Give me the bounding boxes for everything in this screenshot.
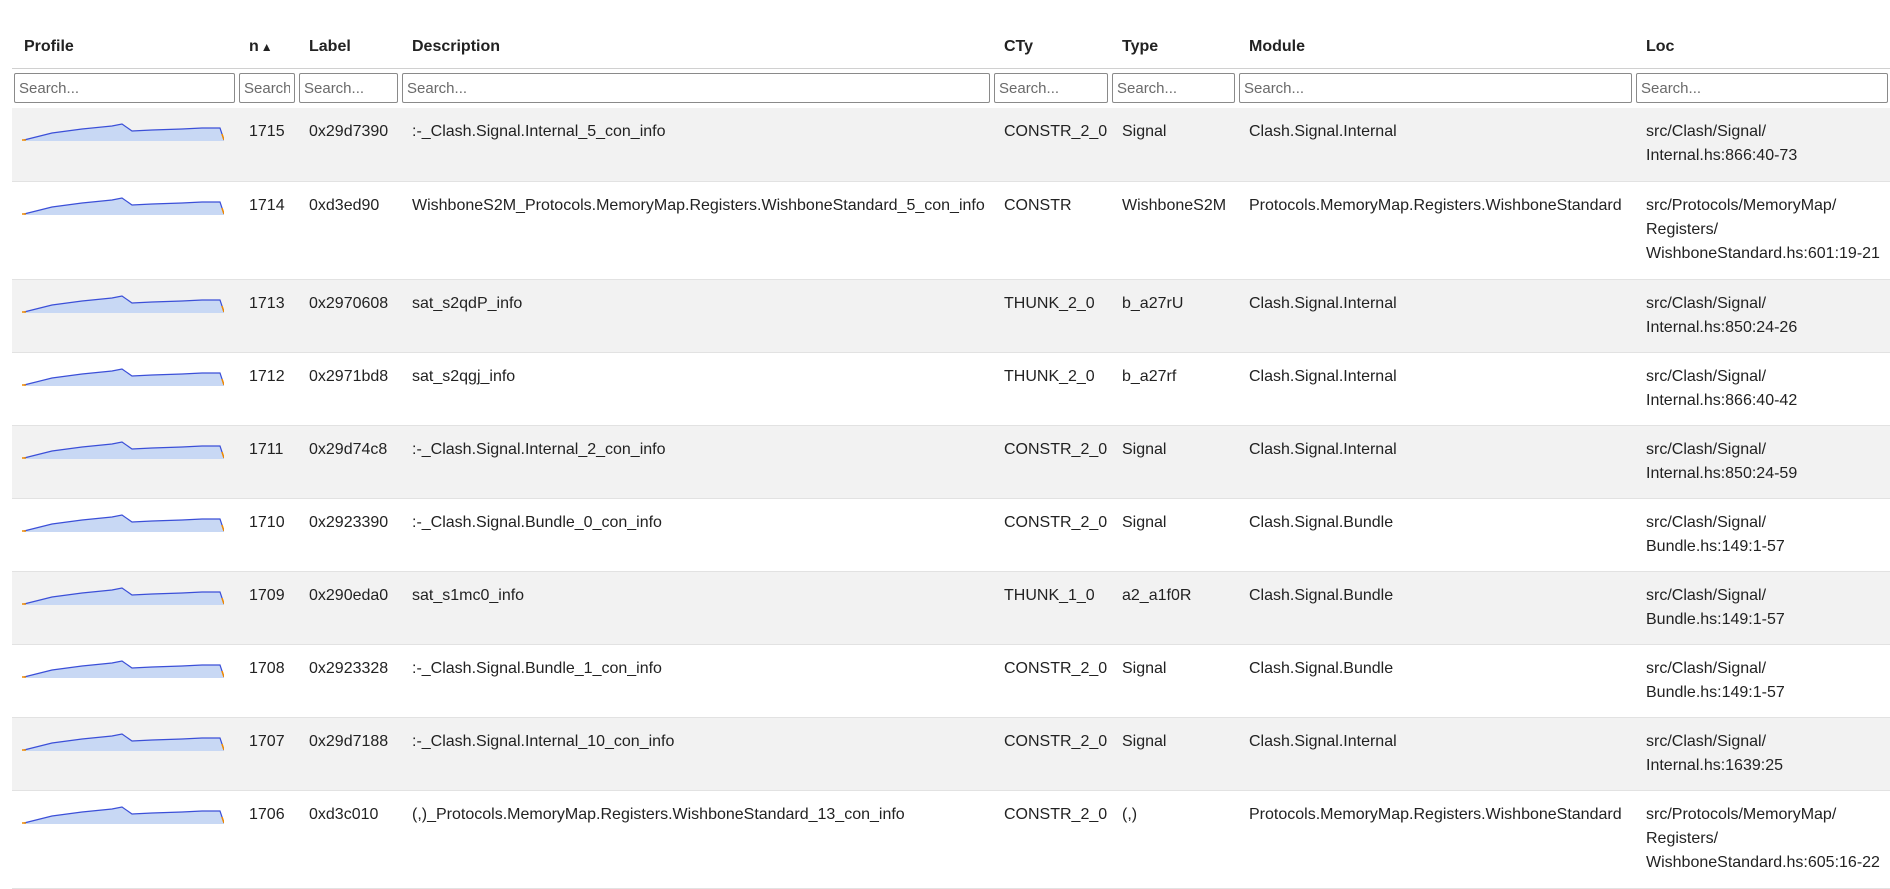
info-table-view	[12, 26, 1890, 889]
column-header-profile[interactable]	[12, 26, 237, 68]
loc-line: Bundle.hs:149:1-57	[1646, 610, 1785, 628]
cell-module: Clash.Signal.Bundle	[1237, 571, 1634, 644]
header-row	[12, 26, 1890, 68]
loc-line: WishboneStandard.hs:605:16-22	[1646, 853, 1880, 871]
loc-line: Bundle.hs:149:1-57	[1646, 537, 1785, 555]
search-input-type[interactable]	[1112, 73, 1235, 103]
cell-label: 0x2971bd8	[297, 352, 400, 425]
filter-cell-loc	[1634, 68, 1890, 108]
column-header-n[interactable]	[237, 26, 297, 68]
loc-line: src/Clash/Signal/	[1646, 294, 1767, 312]
cell-n: 1709	[237, 571, 297, 644]
profile-cell	[12, 425, 237, 498]
table-row[interactable]	[12, 498, 1890, 571]
loc-line: src/Clash/Signal/	[1646, 367, 1767, 385]
profile-sparkline[interactable]	[22, 436, 224, 462]
cell-type: Signal	[1110, 717, 1237, 790]
cell-loc	[1634, 181, 1890, 279]
cell-label: 0x2923328	[297, 644, 400, 717]
profile-sparkline[interactable]	[22, 118, 224, 144]
table-row[interactable]	[12, 279, 1890, 352]
profile-sparkline[interactable]	[22, 192, 224, 218]
cell-loc	[1634, 644, 1890, 717]
column-header-module[interactable]	[1237, 26, 1634, 68]
cell-loc	[1634, 425, 1890, 498]
cell-n: 1714	[237, 181, 297, 279]
filter-cell-cty	[992, 68, 1110, 108]
cell-loc	[1634, 352, 1890, 425]
cell-module: Clash.Signal.Internal	[1237, 352, 1634, 425]
table-row[interactable]	[12, 352, 1890, 425]
loc-line: Internal.hs:850:24-26	[1646, 318, 1798, 336]
loc-line: src/Clash/Signal/	[1646, 732, 1767, 750]
column-header-loc-label: Loc	[1646, 37, 1675, 55]
table-row[interactable]	[12, 425, 1890, 498]
search-input-loc[interactable]	[1636, 73, 1888, 103]
cell-description: (,)_Protocols.MemoryMap.Registers.WishboneStandard_13_con_info	[400, 790, 992, 888]
cell-description: :-_Clash.Signal.Internal_10_con_info	[400, 717, 992, 790]
profile-cell	[12, 717, 237, 790]
column-header-cty-label: CTy	[1004, 37, 1034, 55]
cell-module: Clash.Signal.Internal	[1237, 425, 1634, 498]
cell-cty: CONSTR_2_0	[992, 108, 1110, 181]
cell-description: sat_s2qdP_info	[400, 279, 992, 352]
cell-loc	[1634, 790, 1890, 888]
loc-line: Registers/	[1646, 220, 1719, 238]
column-header-description[interactable]	[400, 26, 992, 68]
search-input-profile[interactable]	[14, 73, 235, 103]
cell-n: 1707	[237, 717, 297, 790]
cell-loc	[1634, 571, 1890, 644]
cell-type: Signal	[1110, 425, 1237, 498]
search-input-label[interactable]	[299, 73, 398, 103]
column-header-label[interactable]	[297, 26, 400, 68]
cell-description: :-_Clash.Signal.Bundle_0_con_info	[400, 498, 992, 571]
cell-description: :-_Clash.Signal.Internal_5_con_info	[400, 108, 992, 181]
search-input-cty[interactable]	[994, 73, 1108, 103]
profile-cell	[12, 498, 237, 571]
filter-cell-profile	[12, 68, 237, 108]
profile-sparkline[interactable]	[22, 655, 224, 681]
cell-module: Clash.Signal.Internal	[1237, 108, 1634, 181]
column-header-loc[interactable]	[1634, 26, 1890, 68]
column-header-type[interactable]	[1110, 26, 1237, 68]
cell-type: b_a27rU	[1110, 279, 1237, 352]
profile-cell	[12, 790, 237, 888]
loc-line: Internal.hs:866:40-73	[1646, 147, 1798, 164]
cell-module: Clash.Signal.Bundle	[1237, 498, 1634, 571]
profile-sparkline[interactable]	[22, 509, 224, 535]
filter-cell-description	[400, 68, 992, 108]
loc-line: src/Protocols/MemoryMap/	[1646, 805, 1837, 823]
cell-n: 1711	[237, 425, 297, 498]
cell-label: 0x290eda0	[297, 571, 400, 644]
loc-line: WishboneStandard.hs:601:19-21	[1646, 244, 1880, 262]
profile-cell	[12, 571, 237, 644]
search-input-n[interactable]	[239, 73, 295, 103]
profile-sparkline[interactable]	[22, 582, 224, 608]
cell-label: 0x2970608	[297, 279, 400, 352]
info-table	[12, 26, 1890, 889]
profile-cell	[12, 181, 237, 279]
cell-n: 1712	[237, 352, 297, 425]
cell-loc	[1634, 108, 1890, 181]
cell-description: :-_Clash.Signal.Internal_2_con_info	[400, 425, 992, 498]
cell-type: Signal	[1110, 498, 1237, 571]
loc-line: Internal.hs:866:40-42	[1646, 391, 1798, 409]
column-header-n-label: n	[249, 37, 259, 55]
cell-cty: CONSTR_2_0	[992, 790, 1110, 888]
cell-n: 1715	[237, 108, 297, 181]
profile-cell	[12, 644, 237, 717]
cell-label: 0xd3ed90	[297, 181, 400, 279]
loc-line: Registers/	[1646, 829, 1719, 847]
cell-type: a2_a1f0R	[1110, 571, 1237, 644]
cell-type: WishboneS2M	[1110, 181, 1237, 279]
cell-module: Protocols.MemoryMap.Registers.WishboneStandard	[1237, 181, 1634, 279]
cell-cty: CONSTR_2_0	[992, 644, 1110, 717]
cell-cty: THUNK_1_0	[992, 571, 1110, 644]
cell-module: Clash.Signal.Internal	[1237, 717, 1634, 790]
filter-cell-n	[237, 68, 297, 108]
cell-cty: THUNK_2_0	[992, 352, 1110, 425]
loc-line: Internal.hs:850:24-59	[1646, 464, 1798, 482]
cell-description: sat_s1mc0_info	[400, 571, 992, 644]
loc-line: src/Clash/Signal/	[1646, 513, 1767, 531]
table-row[interactable]	[12, 790, 1890, 888]
cell-type: Signal	[1110, 644, 1237, 717]
cell-label: 0x29d7390	[297, 108, 400, 181]
filter-cell-type	[1110, 68, 1237, 108]
filter-cell-module	[1237, 68, 1634, 108]
filter-cell-label	[297, 68, 400, 108]
cell-cty: CONSTR_2_0	[992, 717, 1110, 790]
profile-sparkline[interactable]	[22, 801, 224, 827]
cell-label: 0x29d7188	[297, 717, 400, 790]
profile-sparkline[interactable]	[22, 728, 224, 754]
column-header-cty[interactable]	[992, 26, 1110, 68]
cell-description: :-_Clash.Signal.Bundle_1_con_info	[400, 644, 992, 717]
cell-n: 1706	[237, 790, 297, 888]
cell-module: Protocols.MemoryMap.Registers.WishboneStandard	[1237, 790, 1634, 888]
cell-cty: CONSTR_2_0	[992, 498, 1110, 571]
profile-cell	[12, 108, 237, 181]
loc-line: Bundle.hs:149:1-57	[1646, 683, 1785, 701]
column-header-description-label: Description	[412, 37, 501, 55]
column-header-label-label: Label	[309, 37, 351, 55]
cell-label: 0x29d74c8	[297, 425, 400, 498]
cell-type: Signal	[1110, 108, 1237, 181]
cell-n: 1708	[237, 644, 297, 717]
cell-loc	[1634, 498, 1890, 571]
cell-module: Clash.Signal.Internal	[1237, 279, 1634, 352]
loc-line: src/Clash/Signal/	[1646, 586, 1767, 604]
cell-cty: THUNK_2_0	[992, 279, 1110, 352]
table-row[interactable]	[12, 644, 1890, 717]
cell-n: 1710	[237, 498, 297, 571]
cell-module: Clash.Signal.Bundle	[1237, 644, 1634, 717]
profile-cell	[12, 352, 237, 425]
loc-line: src/Clash/Signal/	[1646, 123, 1767, 140]
loc-line: src/Clash/Signal/	[1646, 440, 1767, 458]
cell-label: 0xd3c010	[297, 790, 400, 888]
search-input-description[interactable]	[402, 73, 990, 103]
table-row[interactable]	[12, 108, 1890, 181]
table-body	[12, 108, 1890, 888]
profile-sparkline[interactable]	[22, 290, 224, 316]
cell-type: (,)	[1110, 790, 1237, 888]
loc-line: Internal.hs:1639:25	[1646, 756, 1783, 774]
cell-cty: CONSTR_2_0	[992, 425, 1110, 498]
cell-description: sat_s2qgj_info	[400, 352, 992, 425]
column-header-type-label: Type	[1122, 37, 1159, 55]
loc-line: src/Clash/Signal/	[1646, 659, 1767, 677]
search-input-module[interactable]	[1239, 73, 1632, 103]
table-row[interactable]	[12, 571, 1890, 644]
column-header-module-label: Module	[1249, 37, 1305, 55]
table-row[interactable]	[12, 181, 1890, 279]
column-header-profile-label: Profile	[24, 37, 74, 55]
loc-line: src/Protocols/MemoryMap/	[1646, 196, 1837, 214]
cell-label: 0x2923390	[297, 498, 400, 571]
table-row[interactable]	[12, 717, 1890, 790]
cell-loc	[1634, 279, 1890, 352]
cell-cty: CONSTR	[992, 181, 1110, 279]
profile-cell	[12, 279, 237, 352]
cell-description: WishboneS2M_Protocols.MemoryMap.Registers.WishboneStandard_5_con_info	[400, 181, 992, 279]
cell-loc	[1634, 717, 1890, 790]
sort-ascending-icon: ▲	[260, 39, 273, 54]
cell-type: b_a27rf	[1110, 352, 1237, 425]
cell-n: 1713	[237, 279, 297, 352]
profile-sparkline[interactable]	[22, 363, 224, 389]
filter-row	[12, 68, 1890, 108]
